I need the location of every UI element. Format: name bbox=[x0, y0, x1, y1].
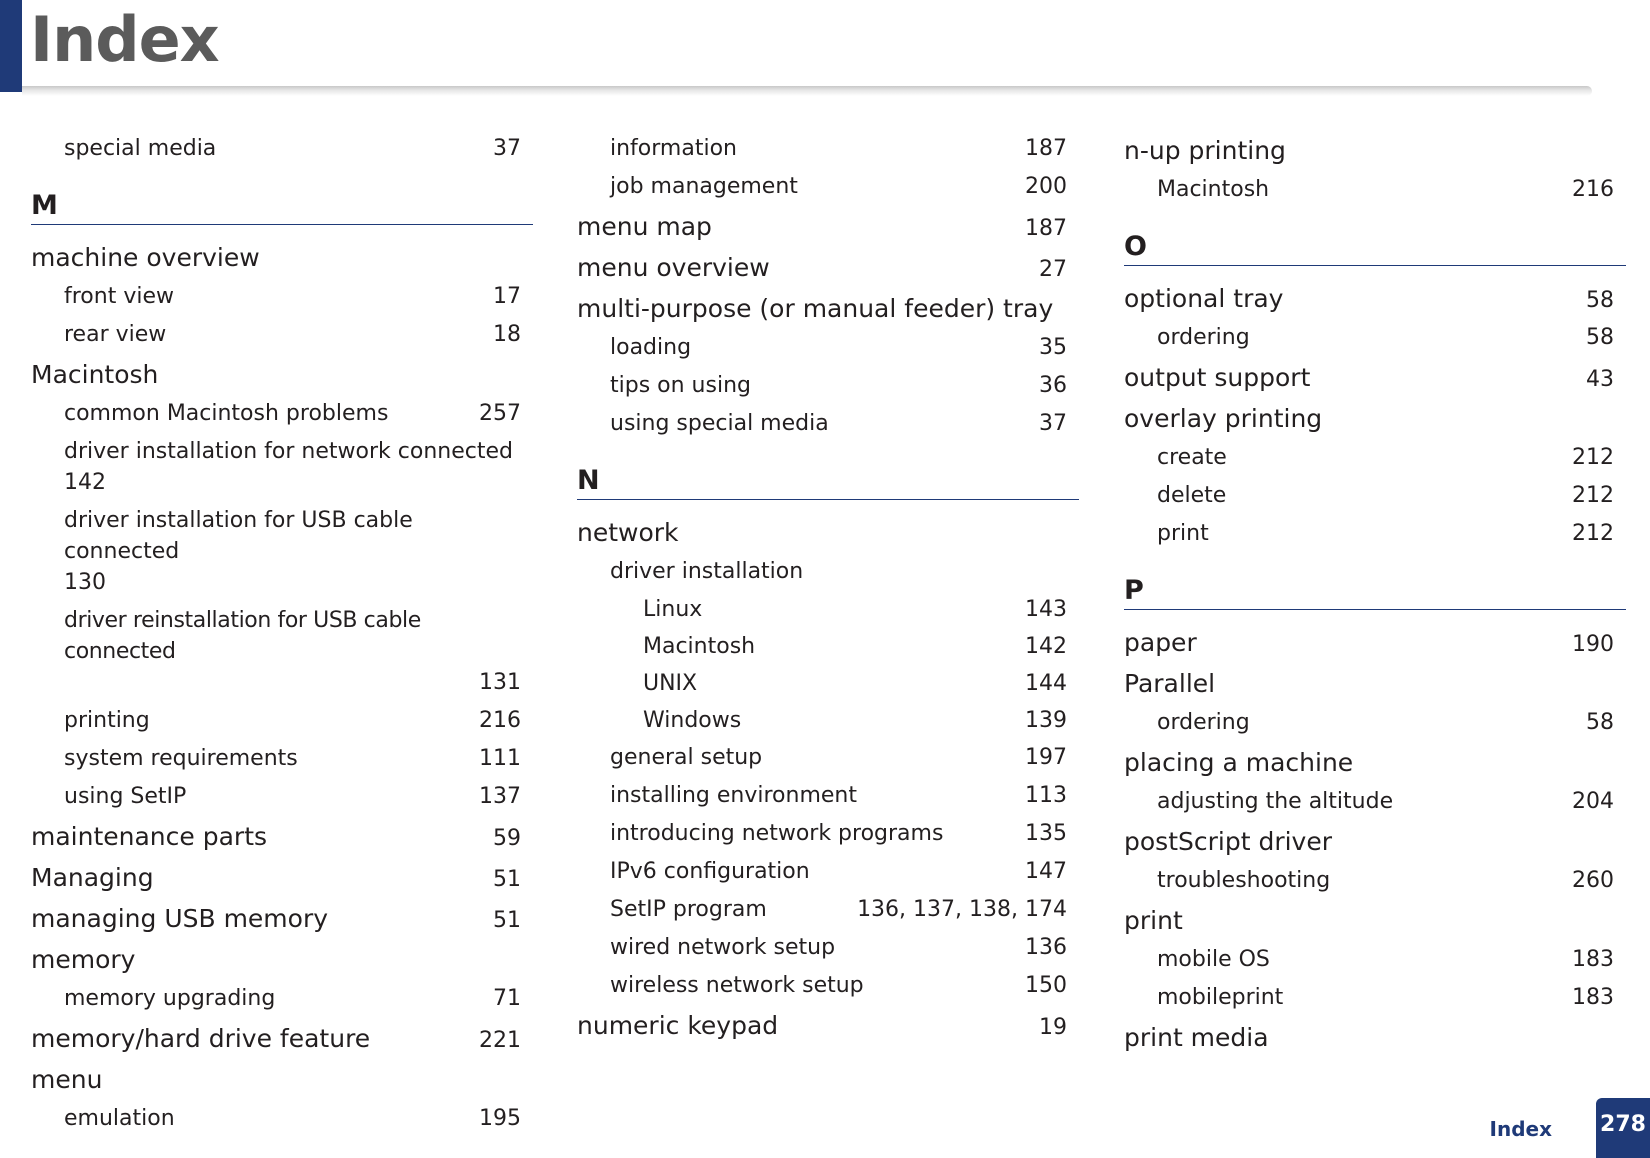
index-subentry bbox=[1124, 941, 1626, 979]
entry-page: 17 bbox=[493, 284, 521, 309]
index-subentry bbox=[1124, 171, 1626, 209]
entry-page: 195 bbox=[479, 1106, 521, 1131]
index-entry bbox=[1124, 900, 1626, 941]
entry-page: 257 bbox=[479, 401, 521, 426]
entry-label: Macintosh bbox=[31, 360, 159, 389]
index-entry bbox=[31, 354, 533, 395]
entry-label: wired network setup bbox=[610, 935, 836, 960]
index-entry bbox=[577, 247, 1079, 288]
entry-label: troubleshooting bbox=[1157, 868, 1331, 893]
index-subentry bbox=[31, 702, 533, 740]
entry-label: create bbox=[1157, 445, 1227, 470]
index-subentry bbox=[577, 967, 1079, 1005]
index-entry bbox=[31, 1059, 533, 1100]
entry-label: information bbox=[610, 136, 737, 161]
entry-label: optional tray bbox=[1124, 284, 1284, 313]
entry-label: mobile OS bbox=[1157, 947, 1270, 972]
entry-page: 58 bbox=[1586, 710, 1614, 735]
index-subentry bbox=[31, 433, 533, 502]
index-subentry bbox=[1124, 979, 1626, 1017]
index-entry bbox=[31, 939, 533, 980]
index-subentry bbox=[577, 777, 1079, 815]
entry-label: postScript driver bbox=[1124, 827, 1332, 856]
entry-label: delete bbox=[1157, 483, 1227, 508]
index-entry bbox=[1124, 130, 1626, 171]
entry-label: driver reinstallation for USB cable connected bbox=[64, 608, 421, 664]
index-entry bbox=[31, 237, 533, 278]
index-column-2 bbox=[577, 130, 1079, 1046]
entry-label: installing environment bbox=[610, 783, 857, 808]
entry-label: loading bbox=[610, 335, 692, 360]
entry-page: 147 bbox=[1025, 859, 1067, 884]
entry-label: system requirements bbox=[64, 746, 298, 771]
entry-page: 143 bbox=[1025, 597, 1067, 622]
entry-label: common Macintosh problems bbox=[64, 401, 389, 426]
index-subentry bbox=[31, 1100, 533, 1138]
entry-page: 142 bbox=[64, 470, 106, 495]
entry-page: 216 bbox=[479, 708, 521, 733]
index-entry bbox=[577, 206, 1079, 247]
entry-label: menu map bbox=[577, 212, 712, 241]
entry-label: job management bbox=[610, 174, 798, 199]
index-subentry bbox=[1124, 862, 1626, 900]
index-subentry bbox=[31, 316, 533, 354]
entry-label: using SetIP bbox=[64, 784, 187, 809]
entry-label: mobileprint bbox=[1157, 985, 1284, 1010]
index-subentry bbox=[577, 329, 1079, 367]
entry-label: menu overview bbox=[577, 253, 770, 282]
entry-page: 183 bbox=[1572, 985, 1614, 1010]
entry-label: tips on using bbox=[610, 373, 751, 398]
index-subentry bbox=[577, 739, 1079, 777]
entry-label: placing a machine bbox=[1124, 748, 1354, 777]
entry-page: 135 bbox=[1025, 821, 1067, 846]
index-subentry bbox=[31, 980, 533, 1018]
entry-label: driver installation for USB cable connected bbox=[64, 508, 413, 564]
entry-page: 144 bbox=[1025, 671, 1067, 696]
entry-label: ordering bbox=[1157, 710, 1250, 735]
entry-page: 260 bbox=[1572, 868, 1614, 893]
entry-page: 212 bbox=[1572, 445, 1614, 470]
entry-page: 19 bbox=[1039, 1015, 1067, 1040]
entry-page: 37 bbox=[493, 136, 521, 161]
entry-page: 190 bbox=[1572, 632, 1614, 657]
entry-label: Managing bbox=[31, 863, 154, 892]
entry-label: SetIP program bbox=[610, 897, 767, 922]
entry-label: front view bbox=[64, 284, 174, 309]
entry-label: general setup bbox=[610, 745, 763, 770]
entry-page: 59 bbox=[493, 826, 521, 851]
index-subentry bbox=[577, 405, 1079, 443]
index-subentry bbox=[577, 168, 1079, 206]
entry-label: Macintosh bbox=[643, 634, 756, 659]
section-letter-m: M bbox=[31, 186, 533, 225]
entry-label: maintenance parts bbox=[31, 822, 268, 851]
index-entry bbox=[1124, 742, 1626, 783]
entry-label: UNIX bbox=[643, 671, 698, 696]
entry-page: 183 bbox=[1572, 947, 1614, 972]
entry-label: driver installation bbox=[610, 559, 804, 584]
entry-label: emulation bbox=[64, 1106, 175, 1131]
entry-page: 51 bbox=[493, 908, 521, 933]
index-entry bbox=[31, 898, 533, 939]
footer-section-label: Index bbox=[1489, 1117, 1552, 1141]
entry-label: print bbox=[1157, 521, 1209, 546]
index-subentry bbox=[31, 502, 533, 602]
entry-label: overlay printing bbox=[1124, 404, 1323, 433]
index-subentry bbox=[577, 367, 1079, 405]
entry-label: managing USB memory bbox=[31, 904, 329, 933]
entry-page: 187 bbox=[1025, 216, 1067, 241]
entry-label: driver installation for network connected bbox=[64, 439, 513, 464]
entry-page: 137 bbox=[479, 784, 521, 809]
entry-page: 111 bbox=[479, 746, 521, 771]
entry-page: 187 bbox=[1025, 136, 1067, 161]
entry-label: paper bbox=[1124, 628, 1197, 657]
entry-page: 113 bbox=[1025, 783, 1067, 808]
entry-label: menu bbox=[31, 1065, 103, 1094]
index-entry bbox=[577, 512, 1079, 553]
entry-page: 212 bbox=[1572, 521, 1614, 546]
entry-label: network bbox=[577, 518, 679, 547]
index-subentry bbox=[1124, 319, 1626, 357]
entry-label: print bbox=[1124, 906, 1183, 935]
entry-label: memory upgrading bbox=[64, 986, 276, 1011]
entry-page: 197 bbox=[1025, 745, 1067, 770]
entry-page: 136, 137, 138, 174 bbox=[857, 897, 1067, 922]
entry-label: ordering bbox=[1157, 325, 1250, 350]
index-subentry bbox=[1124, 439, 1626, 477]
index-subentry bbox=[31, 740, 533, 778]
index-subentry bbox=[31, 278, 533, 316]
index-entry bbox=[31, 857, 533, 898]
entry-page: 36 bbox=[1039, 373, 1067, 398]
index-subentry bbox=[1124, 783, 1626, 821]
section-letter-n: N bbox=[577, 461, 1079, 500]
entry-label: wireless network setup bbox=[610, 973, 864, 998]
index-entry bbox=[1124, 278, 1626, 319]
section-letter-o: O bbox=[1124, 227, 1626, 266]
entry-label: multi-purpose (or manual feeder) tray bbox=[577, 294, 1054, 323]
index-subentry bbox=[31, 395, 533, 433]
entry-page: 130 bbox=[64, 570, 106, 595]
index-subentry bbox=[577, 853, 1079, 891]
entry-label: special media bbox=[64, 136, 217, 161]
entry-page: 71 bbox=[493, 986, 521, 1011]
index-entry bbox=[1124, 663, 1626, 704]
entry-page: 58 bbox=[1586, 325, 1614, 350]
entry-label: Windows bbox=[643, 708, 742, 733]
footer-page-number: 278 bbox=[1600, 1112, 1646, 1137]
entry-label: n-up printing bbox=[1124, 136, 1286, 165]
page-title: Index bbox=[30, 3, 219, 76]
index-subentry bbox=[31, 602, 533, 702]
entry-label: Linux bbox=[643, 597, 703, 622]
index-entry bbox=[1124, 398, 1626, 439]
entry-label: using special media bbox=[610, 411, 829, 436]
entry-label: machine overview bbox=[31, 243, 260, 272]
entry-page: 150 bbox=[1025, 973, 1067, 998]
index-entry bbox=[31, 130, 533, 168]
index-subentry bbox=[31, 778, 533, 816]
index-entry bbox=[1124, 1017, 1626, 1058]
index-subentry bbox=[577, 891, 1079, 929]
entry-label: rear view bbox=[64, 322, 167, 347]
index-entry bbox=[31, 1018, 533, 1059]
entry-page: 139 bbox=[1025, 708, 1067, 733]
index-subentry bbox=[577, 130, 1079, 168]
entry-label: introducing network programs bbox=[610, 821, 944, 846]
index-subentry bbox=[577, 553, 1079, 591]
entry-page: 18 bbox=[493, 322, 521, 347]
index-subsubentry bbox=[577, 702, 1079, 739]
entry-page: 131 bbox=[479, 670, 521, 695]
section-letter-p: P bbox=[1124, 571, 1626, 610]
index-subentry bbox=[577, 929, 1079, 967]
index-column-3 bbox=[1124, 130, 1626, 1058]
entry-page: 35 bbox=[1039, 335, 1067, 360]
entry-label: output support bbox=[1124, 363, 1311, 392]
index-subentry bbox=[577, 815, 1079, 853]
entry-page: 212 bbox=[1572, 483, 1614, 508]
entry-page: 43 bbox=[1586, 367, 1614, 392]
entry-page: 136 bbox=[1025, 935, 1067, 960]
index-subentry bbox=[1124, 515, 1626, 553]
entry-label: memory/hard drive feature bbox=[31, 1024, 371, 1053]
header-accent-bar bbox=[0, 0, 22, 92]
index-entry bbox=[31, 816, 533, 857]
entry-label: memory bbox=[31, 945, 136, 974]
entry-page: 216 bbox=[1572, 177, 1614, 202]
entry-label: printing bbox=[64, 708, 150, 733]
entry-page: 51 bbox=[493, 867, 521, 892]
entry-label: Macintosh bbox=[1157, 177, 1270, 202]
entry-page: 204 bbox=[1572, 789, 1614, 814]
entry-page: 37 bbox=[1039, 411, 1067, 436]
entry-label: print media bbox=[1124, 1023, 1269, 1052]
entry-label: IPv6 configuration bbox=[610, 859, 810, 884]
index-subsubentry bbox=[577, 591, 1079, 628]
entry-page: 58 bbox=[1586, 288, 1614, 313]
index-entry bbox=[1124, 821, 1626, 862]
index-entry bbox=[1124, 357, 1626, 398]
entry-page: 27 bbox=[1039, 257, 1067, 282]
entry-label: Parallel bbox=[1124, 669, 1216, 698]
index-subentry bbox=[1124, 477, 1626, 515]
header-divider bbox=[22, 86, 1592, 96]
index-entry bbox=[577, 1005, 1079, 1046]
index-column-1 bbox=[31, 130, 533, 1138]
index-entry bbox=[1124, 622, 1626, 663]
entry-page: 200 bbox=[1025, 174, 1067, 199]
entry-page: 221 bbox=[479, 1028, 521, 1053]
index-subsubentry bbox=[577, 665, 1079, 702]
index-subsubentry bbox=[577, 628, 1079, 665]
entry-label: adjusting the altitude bbox=[1157, 789, 1394, 814]
entry-label: numeric keypad bbox=[577, 1011, 779, 1040]
entry-page: 142 bbox=[1025, 634, 1067, 659]
index-entry bbox=[577, 288, 1079, 329]
index-subentry bbox=[1124, 704, 1626, 742]
